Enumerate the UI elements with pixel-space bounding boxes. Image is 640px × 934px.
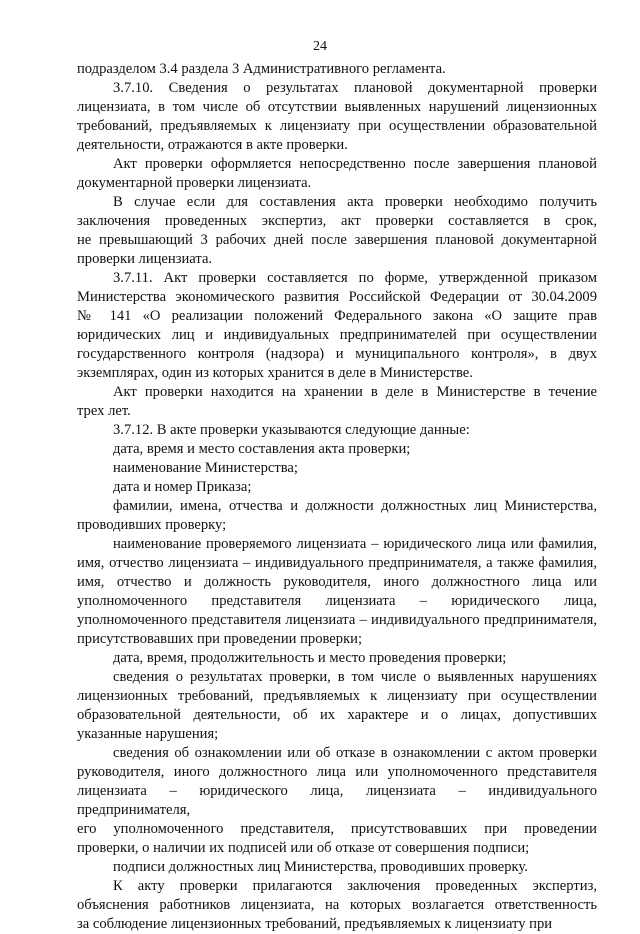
text-line: имя, отчество лицензиата – индивидуального предпринимателя, а также фамилия, — [77, 555, 597, 571]
text-line: имя, отчество и должность руководителя, иного должностного лица или — [77, 574, 597, 590]
paragraph — [77, 421, 597, 440]
text-line: дата и номер Приказа; — [113, 479, 252, 495]
paragraph — [77, 60, 597, 79]
text-line: присутствовавших при проведении проверки; — [77, 631, 363, 647]
text-line: требований, предъявляемых к лицензиату при осуществлении образовательной — [77, 118, 597, 134]
paragraph — [77, 858, 597, 877]
text-line: 3.7.11. Акт проверки составляется по форме, утвержденной приказом — [113, 270, 597, 286]
text-line: сведения о результатах проверки, в том числе о выявленных нарушениях — [113, 669, 597, 685]
text-line: проверки лицензиата. — [77, 251, 213, 267]
paragraph — [77, 478, 597, 497]
text-line: деятельности, отражаются в акте проверки. — [77, 137, 348, 153]
text-line: лицензиата – юридического лица, лицензиата – индивидуального предпринимателя, — [77, 783, 597, 818]
text-line: К акту проверки прилагаются заключения проведенных экспертиз, — [113, 878, 597, 894]
text-line: подписи должностных лиц Министерства, проводивших проверку. — [113, 859, 528, 875]
paragraph — [77, 649, 597, 668]
text-line: экземплярах, один из которых хранится в деле в Министерстве. — [77, 365, 473, 381]
text-line: руководителя, иного должностного лица или уполномоченного представителя — [77, 764, 597, 780]
text-line: объяснения работников лицензиата, на которых возлагается ответственность — [77, 897, 597, 913]
text-line: дата, время, продолжительность и место проведения проверки; — [113, 650, 507, 666]
text-line: проводивших проверку; — [77, 517, 227, 533]
paragraph — [77, 383, 597, 421]
document-body — [77, 60, 597, 934]
text-line: государственного контроля (надзора) и муниципального контроля», в двух — [77, 346, 597, 362]
text-line: трех лет. — [77, 403, 131, 419]
text-line: его уполномоченного представителя, присутствовавших при проведении — [77, 821, 597, 837]
text-line: лицензионных требований, предъявляемых к лицензиату при осуществлении — [77, 688, 597, 704]
text-line: фамилии, имена, отчества и должности должностных лиц Министерства, — [113, 498, 597, 514]
text-line: Министерства экономического развития Российской Федерации от 30.04.2009 — [77, 289, 597, 305]
text-line: Акт проверки оформляется непосредственно после завершения плановой — [113, 156, 597, 172]
text-line: наименование Министерства; — [113, 460, 298, 476]
text-line: уполномоченного представителя лицензиата – индивидуального предпринимателя, — [77, 612, 597, 628]
text-line: дата, время и место составления акта проверки; — [113, 441, 411, 457]
text-line: проверки, о наличии их подписей или об отказе от совершения подписи; — [77, 840, 530, 856]
paragraph — [77, 535, 597, 649]
text-line: не превышающий 3 рабочих дней после завершения плановой документарной — [77, 232, 597, 248]
text-line: подразделом 3.4 раздела 3 Административного регламента. — [77, 61, 446, 77]
text-line: сведения об ознакомлении или об отказе в ознакомлении с актом проверки — [113, 745, 597, 761]
paragraph — [77, 269, 597, 383]
paragraph — [77, 497, 597, 535]
text-line: Акт проверки находится на хранении в деле в Министерстве в течение — [113, 384, 597, 400]
text-line: 3.7.12. В акте проверки указываются следующие данные: — [113, 422, 470, 438]
text-line: документарной проверки лицензиата. — [77, 175, 312, 191]
text-line: наименование проверяемого лицензиата – юридического лица или фамилия, — [113, 536, 597, 552]
text-line: уполномоченного представителя лицензиата – юридического лица, — [77, 593, 597, 609]
text-line: В случае если для составления акта проверки необходимо получить — [113, 194, 597, 210]
text-line: заключения проведенных экспертиз, акт проверки составляется в срок, — [77, 213, 597, 229]
paragraph — [77, 877, 597, 934]
text-line: указанные нарушения; — [77, 726, 219, 742]
paragraph — [77, 79, 597, 155]
text-line: 3.7.10. Сведения о результатах плановой документарной проверки — [113, 80, 597, 96]
paragraph — [77, 459, 597, 478]
text-line: № 141 «О реализации положений Федерального закона «О защите прав — [77, 308, 597, 324]
text-line: юридических лиц и индивидуальных предпринимателей при осуществлении — [77, 327, 597, 343]
page-number: 24 — [313, 39, 327, 54]
paragraph — [77, 193, 597, 269]
text-line: образовательной деятельности, об их характере и о лицах, допустивших — [77, 707, 597, 723]
paragraph — [77, 668, 597, 744]
text-line: лицензиата, в том числе об отсутствии выявленных нарушений лицензионных — [77, 99, 597, 115]
paragraph — [77, 440, 597, 459]
text-line: за соблюдение лицензионных требований, предъявляемых к лицензиату при — [77, 916, 553, 932]
paragraph — [77, 155, 597, 193]
paragraph — [77, 744, 597, 858]
